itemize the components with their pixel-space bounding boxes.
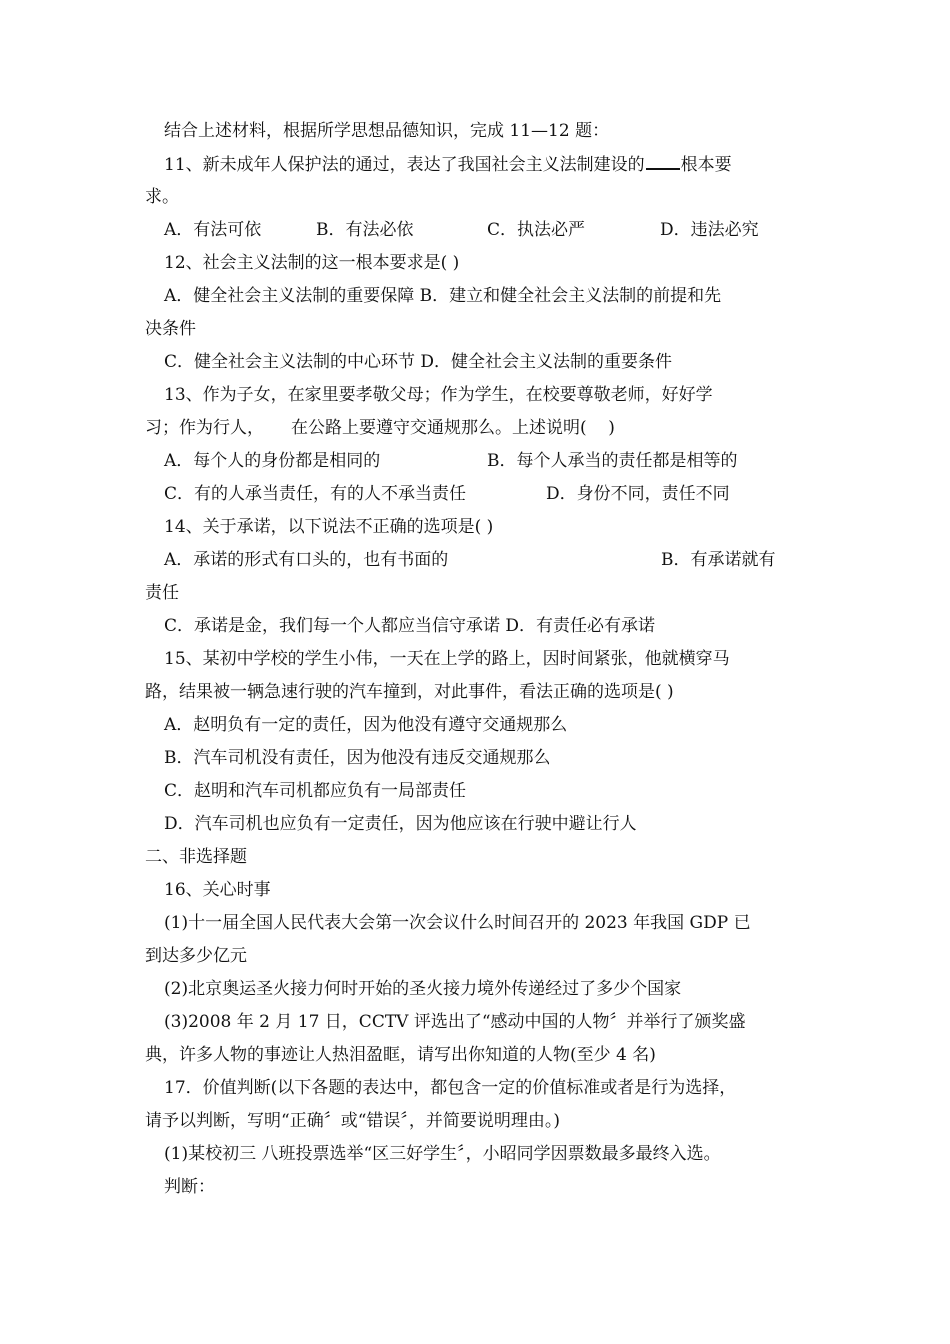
q16-part1: (1)十一届全国人民代表大会第一次会议什么时间召开的 2023 年我国 GDP 已 (164, 913, 751, 933)
q15-option-a: A．赵明负有一定的责任，因为他没有遵守交通规那么 (164, 715, 568, 735)
q16-part1-continued: 到达多少亿元 (145, 946, 247, 966)
q15-stem: 15、某初中学校的学生小伟，一天在上学的路上，因时间紧张，他就横穿马 (164, 649, 730, 669)
q16-part3-continued: 典，许多人物的事迹让人热泪盈眶，请写出你知道的人物(至少 4 名) (145, 1045, 656, 1065)
q15-option-c: C．赵明和汽车司机都应负有一局部责任 (164, 781, 467, 801)
q14-stem: 14、关于承诺，以下说法不正确的选项是( ) (164, 517, 494, 537)
q14-option-b-continued: 责任 (145, 583, 179, 603)
q15-stem-continued: 路，结果被一辆急速行驶的汽车撞到，对此事件，看法正确的选项是( ) (145, 682, 674, 702)
q14-options-cd: C．承诺是金，我们每一个人都应当信守承诺 D．有责任必有承诺 (164, 616, 656, 636)
q16-part2: (2)北京奥运圣火接力何时开始的圣火接力境外传递经过了多少个国家 (164, 979, 682, 999)
q17-judge-label: 判断： (164, 1177, 215, 1197)
q11-option-d: D．违法必究 (660, 220, 759, 240)
q12-options-cd: C．健全社会主义法制的中心环节 D．健全社会主义法制的重要条件 (164, 352, 673, 372)
q14-option-a: A．承诺的形式有口头的，也有书面的 (164, 550, 449, 570)
q15-option-b: B．汽车司机没有责任，因为他没有违反交通规那么 (164, 748, 551, 768)
q13-option-c: C．有的人承当责任，有的人不承当责任 (164, 484, 467, 504)
section-heading: 二、非选择题 (145, 847, 247, 867)
q13-option-b: B．每个人承当的责任都是相等的 (487, 451, 738, 471)
q11-option-a: A．有法可依 (164, 220, 262, 240)
q17-title: 17．价值判断(以下各题的表达中，都包含一定的价值标准或者是行为选择， (164, 1078, 737, 1098)
q15-option-d: D．汽车司机也应负有一定责任，因为他应该在行驶中避让行人 (164, 814, 637, 834)
q14-option-b: B．有承诺就有 (661, 550, 776, 570)
q16-part3: (3)2008 年 2 月 17 日，CCTV 评选出了“感动中国的人物〞并举行了颁奖盛 (164, 1012, 746, 1032)
q12-options-ab-continued: 决条件 (145, 319, 196, 339)
q11-stem-part1: 11、新未成年人保护法的通过，表达了我国社会主义法制建设的 (164, 155, 645, 175)
q12-stem: 12、社会主义法制的这一根本要求是( ) (164, 253, 460, 273)
q13-stem-continued: 习；作为行人， 在公路上要遵守交通规那么。上述说明( ) (145, 418, 615, 438)
q11-stem-continued: 求。 (145, 187, 179, 207)
intro-text: 结合上述材料，根据所学思想品德知识，完成 11—12 题： (164, 121, 610, 141)
q17-title-continued: 请予以判断，写明“正确〞或“错误〞，并简要说明理由。) (145, 1111, 561, 1131)
q13-option-a: A．每个人的身份都是相同的 (164, 451, 381, 471)
q13-option-d: D．身份不同，责任不同 (546, 484, 730, 504)
q16-title: 16、关心时事 (164, 880, 271, 900)
q17-part1: (1)某校初三 八班投票选举“区三好学生〞，小昭同学因票数最多最终入选。 (164, 1144, 721, 1164)
q11-stem-part2: 根本要 (680, 155, 732, 175)
q12-options-ab: A．健全社会主义法制的重要保障 B．建立和健全社会主义法制的前提和先 (164, 286, 722, 306)
q11-option-b: B．有法必依 (316, 220, 414, 240)
q11-answer-blank (646, 153, 680, 170)
q13-stem: 13、作为子女，在家里要孝敬父母；作为学生，在校要尊敬老师，好好学 (164, 385, 713, 405)
q11-stem (164, 153, 732, 175)
q11-option-c: C．执法必严 (487, 220, 586, 240)
